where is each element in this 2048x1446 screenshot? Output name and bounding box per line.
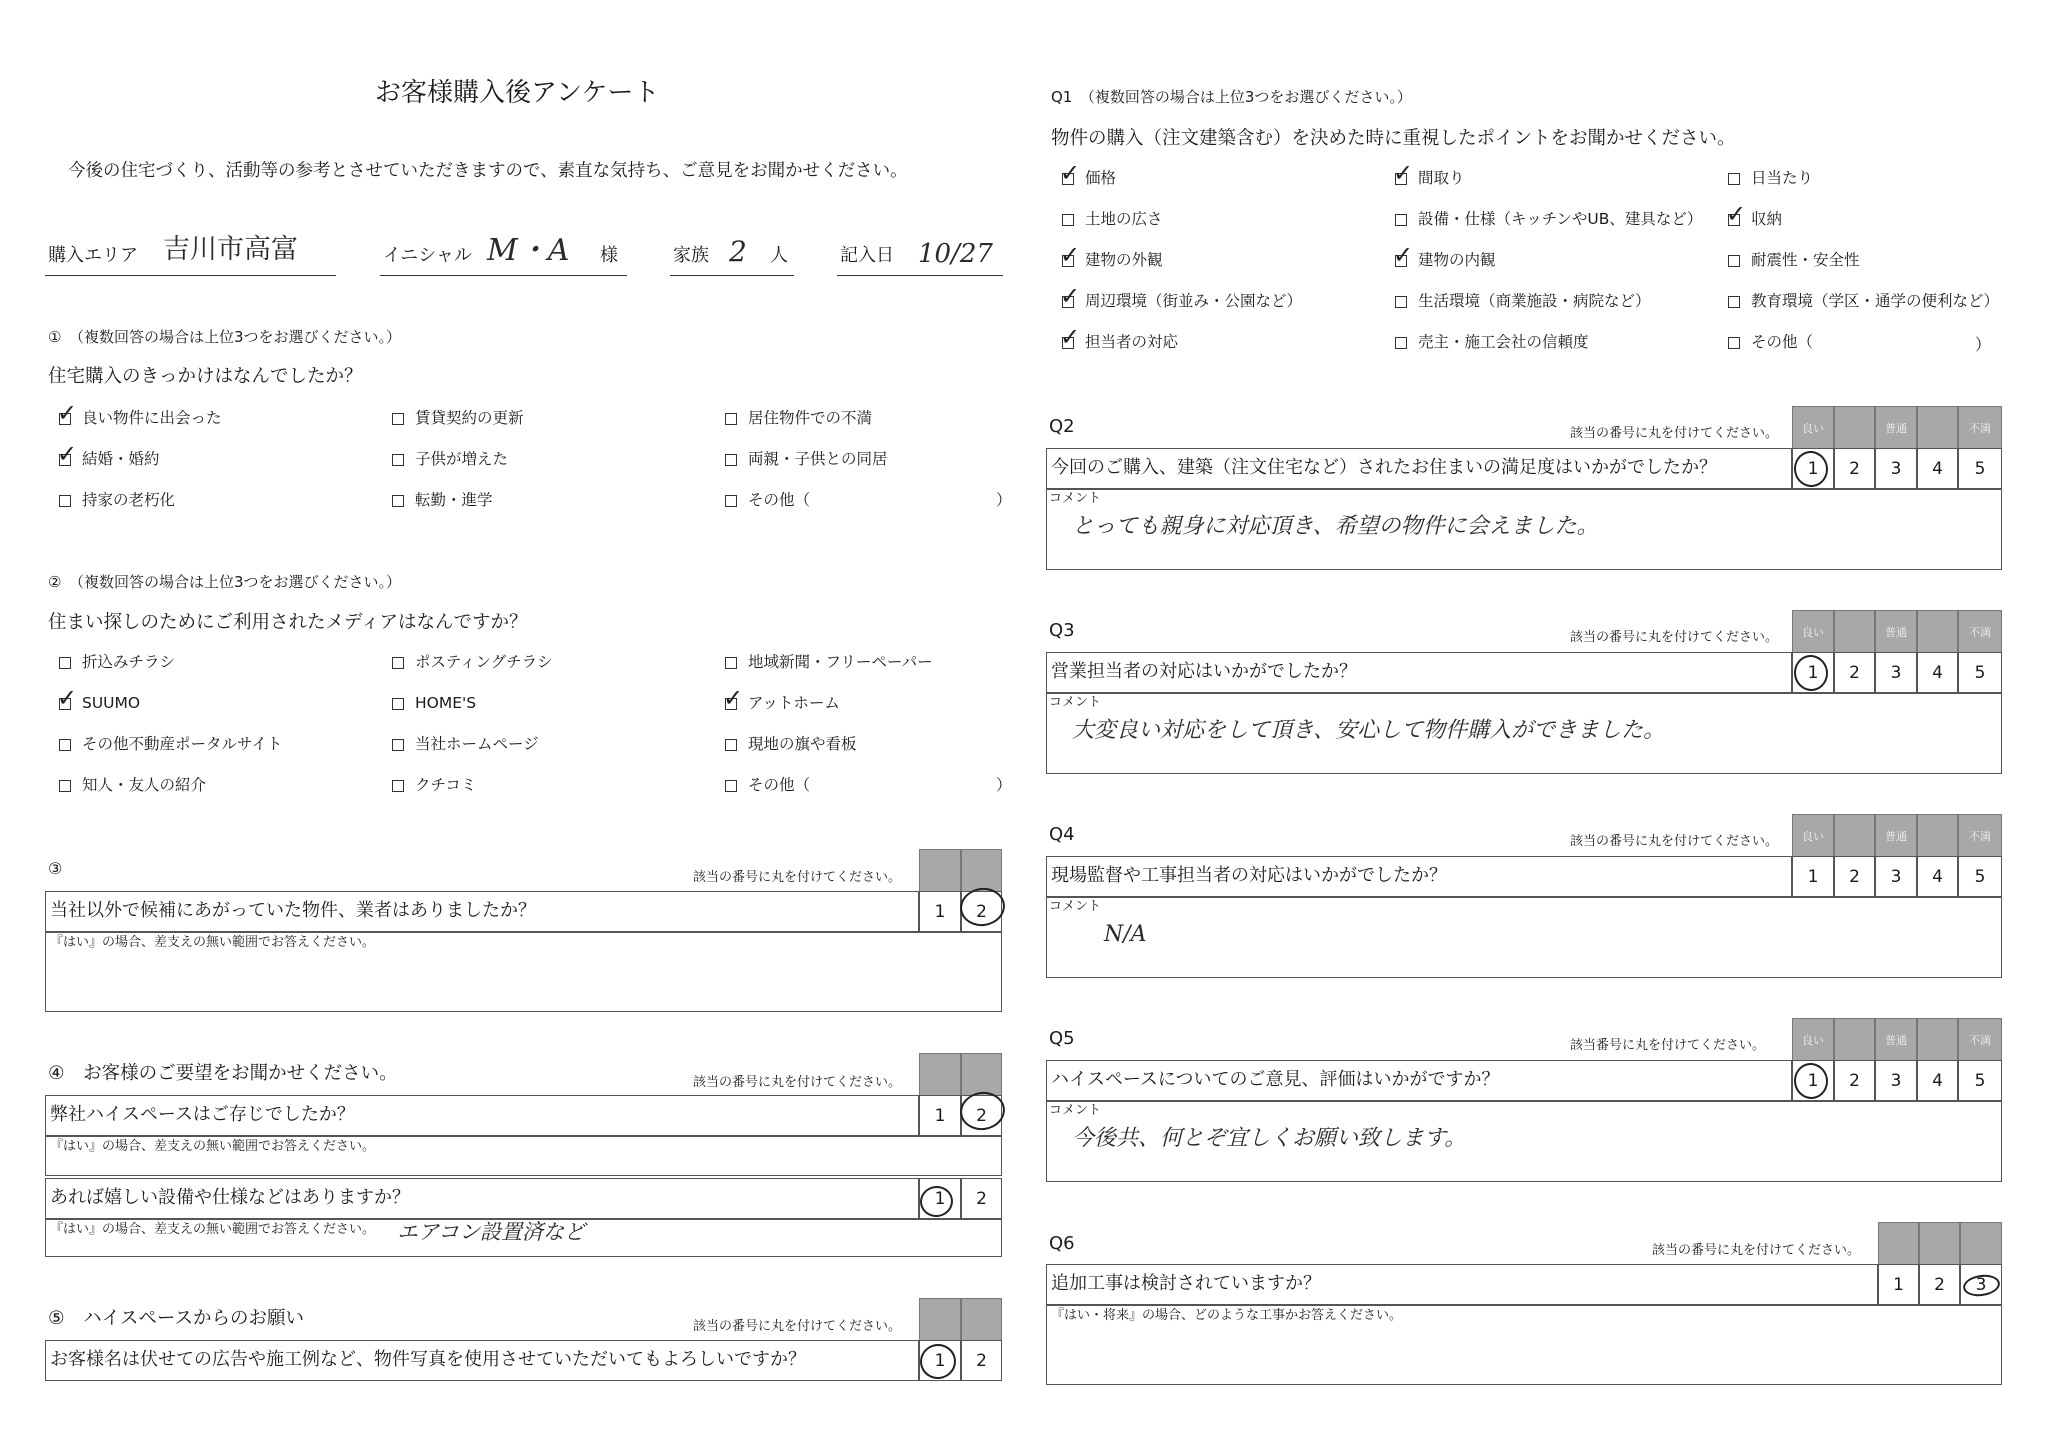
q4-comment-label: コメント [1049, 899, 1102, 914]
q3-header-3: 普通 [1875, 610, 1917, 653]
s1-option-label-7: 持家の老朽化 [82, 491, 176, 509]
s4-q1-note: 『はい』の場合、差支えの無い範囲でお答えください。 [50, 1139, 376, 1154]
q3-rating-3[interactable]: 3 [1875, 652, 1917, 693]
q1-checkmark-2: ✓ [1393, 159, 1414, 187]
s4-q1: 弊社ハイスペースはご存じでしたか？ [50, 1104, 355, 1125]
q6-instruction: 該当の番号に丸を付けてください。 [1652, 1243, 1861, 1258]
q5-rating-3[interactable]: 3 [1875, 1060, 1917, 1101]
q1-checkmark-6: ✓ [1726, 200, 1747, 228]
initial-value[interactable]: M・A [487, 233, 570, 268]
s2-checkbox-2[interactable] [392, 657, 404, 669]
q1-checkbox-9[interactable] [1728, 255, 1740, 267]
area-label: 購入エリア [48, 245, 138, 266]
q5-instruction: 該当番号に丸を付けてください。 [1570, 1038, 1766, 1053]
q4-header-3: 普通 [1875, 814, 1917, 857]
s2-option-label-9: 現地の旗や看板 [748, 735, 857, 753]
q5-comment-text: 今後共、何とぞ宜しくお願い致します。 [1072, 1126, 1467, 1151]
q1-option-label-12: 教育環境（学区・通学の便利など） [1751, 292, 2000, 310]
q1-checkbox-11[interactable] [1395, 296, 1407, 308]
s2-checkmark-6: ✓ [723, 684, 744, 712]
s2-checkbox-3[interactable] [725, 657, 737, 669]
s5-header-yes [919, 1298, 961, 1341]
q1-checkbox-15[interactable] [1728, 337, 1740, 349]
q4-comment-box[interactable] [1046, 897, 2002, 978]
s1-question: 住宅購入のきっかけはなんでしたか？ [48, 366, 363, 387]
s2-checkmark-4: ✓ [57, 684, 78, 712]
q1-option-label-7: 建物の外観 [1085, 251, 1163, 269]
q1-checkmark-13: ✓ [1060, 323, 1081, 351]
q1-checkmark-8: ✓ [1393, 241, 1414, 269]
q1-checkmark-7: ✓ [1060, 241, 1081, 269]
q2-header-4 [1917, 406, 1958, 449]
s2-option-label-8: 当社ホームページ [415, 735, 539, 753]
q1-option-label-6: 収納 [1751, 210, 1783, 228]
s4-header-no [961, 1053, 1002, 1096]
s3-choice-2[interactable]: 2 [961, 891, 1002, 932]
q2-comment-label: コメント [1049, 491, 1102, 506]
s1-checkbox-2[interactable] [392, 413, 404, 425]
q2-header-5: 不満 [1958, 406, 2002, 449]
s2-checkbox-7[interactable] [59, 739, 71, 751]
q6-choice-1[interactable]: 1 [1878, 1264, 1919, 1305]
s2-question: 住まい探しのためにご利用されたメディアはなんですか？ [48, 612, 528, 633]
survey-intro: 今後の住宅づくり、活動等の参考とさせていただきますので、素直な気持ち、ご意見をお聞かせください。 [68, 161, 908, 181]
q3-comment-text: 大変良い対応をして頂き、安心して物件購入ができました。 [1072, 718, 1666, 743]
q3-rating-1[interactable]: 1 [1792, 652, 1834, 693]
s3-choice-1[interactable]: 1 [919, 891, 961, 932]
q5-header-3: 普通 [1875, 1018, 1917, 1061]
q4-rating-5[interactable]: 5 [1958, 856, 2002, 897]
s1-checkmark-4: ✓ [57, 440, 78, 468]
survey-title: お客様購入後アンケート [375, 78, 660, 108]
s2-option-label-1: 折込みチラシ [82, 653, 176, 671]
family-label: 家族 [673, 245, 709, 266]
s1-option-label-5: 子供が増えた [415, 450, 509, 468]
family-value[interactable]: 2 [729, 235, 747, 268]
q1-option-label-13: 担当者の対応 [1085, 333, 1179, 351]
s1-option-label-9: その他（ ） [748, 491, 1012, 509]
s5-header-no [961, 1298, 1002, 1341]
q2-rating-2[interactable]: 2 [1834, 448, 1875, 489]
s1-checkbox-8[interactable] [392, 495, 404, 507]
q1-question: 物件の購入（注文建築含む）を決めた時に重視したポイントをお聞かせください。 [1051, 128, 1736, 149]
q3-header-5: 不満 [1958, 610, 2002, 653]
q2-instruction: 該当の番号に丸を付けてください。 [1570, 426, 1779, 441]
s3-header-yes [919, 849, 961, 892]
q1-option-label-2: 間取り [1418, 169, 1465, 187]
q1-head: Q1 （複数回答の場合は上位3つをお選びください。） [1051, 88, 1412, 106]
q1-checkbox-5[interactable] [1395, 214, 1407, 226]
q1-checkbox-12[interactable] [1728, 296, 1740, 308]
q2-comment-text: とっても親身に対応頂き、希望の物件に会えました。 [1072, 514, 1599, 539]
q6-choice-2[interactable]: 2 [1919, 1264, 1960, 1305]
q6-note: 『はい・将来』の場合、どのような工事かお答えください。 [1051, 1308, 1403, 1323]
q2-rating-3[interactable]: 3 [1875, 448, 1917, 489]
s4-q1-choice-1[interactable]: 1 [919, 1095, 961, 1136]
s1-checkbox-7[interactable] [59, 495, 71, 507]
s4-q1-choice-2[interactable]: 2 [961, 1095, 1002, 1136]
s1-option-label-3: 居住物件での不満 [748, 409, 873, 427]
q3-question: 営業担当者の対応はいかがでしたか？ [1051, 661, 1357, 682]
s1-checkmark-1: ✓ [57, 399, 78, 427]
q1-option-label-4: 土地の広さ [1085, 210, 1163, 228]
q5-number: Q5 [1049, 1028, 1075, 1049]
q1-option-label-15: その他（ [1751, 333, 1814, 351]
q3-header-1: 良い [1792, 610, 1834, 653]
s3-instruction: 該当の番号に丸を付けてください。 [693, 870, 902, 885]
date-value[interactable]: 10/27 [918, 239, 993, 269]
q6-number: Q6 [1049, 1233, 1075, 1254]
q4-header-2 [1834, 814, 1875, 857]
q2-number: Q2 [1049, 416, 1075, 437]
q2-header-1: 良い [1792, 406, 1834, 449]
q3-rating-4[interactable]: 4 [1917, 652, 1958, 693]
q2-question: 今回のご購入、建築（注文住宅など）されたお住まいの満足度はいかがでしたか？ [1051, 457, 1717, 478]
q2-header-2 [1834, 406, 1875, 449]
initial-suffix: 様 [600, 245, 618, 266]
q4-comment-text: N/A [1104, 922, 1147, 947]
q1-checkmark-10: ✓ [1060, 282, 1081, 310]
s2-option-label-10: 知人・友人の紹介 [82, 776, 207, 794]
q1-option-label-11: 生活環境（商業施設・病院など） [1418, 292, 1651, 310]
s5-choice-2[interactable]: 2 [961, 1340, 1002, 1381]
q5-rating-5[interactable]: 5 [1958, 1060, 2002, 1101]
s2-option-label-6: アットホーム [748, 694, 840, 712]
s1-checkbox-9[interactable] [725, 495, 737, 507]
s3-number: ③ [48, 859, 63, 878]
s2-option-label-3: 地域新聞・フリーペーパー [748, 653, 933, 671]
q4-number: Q4 [1049, 824, 1075, 845]
q5-rating-1[interactable]: 1 [1792, 1060, 1834, 1101]
q6-header-2 [1919, 1222, 1960, 1265]
q6-header-1 [1878, 1222, 1919, 1265]
q2-rating-4[interactable]: 4 [1917, 448, 1958, 489]
s1-option-label-1: 良い物件に出会った [82, 409, 222, 427]
q2-rating-1[interactable]: 1 [1792, 448, 1834, 489]
q5-header-5: 不満 [1958, 1018, 2002, 1061]
q1-option-label-8: 建物の内観 [1418, 251, 1496, 269]
q4-instruction: 該当の番号に丸を付けてください。 [1570, 834, 1779, 849]
q1-option-label-1: 価格 [1085, 169, 1117, 187]
s2-option-label-5: HOME'S [415, 694, 477, 712]
q2-rating-5[interactable]: 5 [1958, 448, 2002, 489]
q5-comment-label: コメント [1049, 1103, 1102, 1118]
q3-header-4 [1917, 610, 1958, 653]
initial-underline [380, 275, 627, 276]
s1-checkbox-3[interactable] [725, 413, 737, 425]
s4-q2-answer[interactable]: エアコン設置済など [397, 1220, 585, 1244]
q4-header-5: 不満 [1958, 814, 2002, 857]
s1-option-label-6: 両親・子供との同居 [748, 450, 888, 468]
s1-option-label-8: 転勤・進学 [415, 491, 493, 509]
q4-rating-3[interactable]: 3 [1875, 856, 1917, 897]
q5-header-4 [1917, 1018, 1958, 1061]
s4-q2: あれば嬉しい設備や仕様などはありますか？ [50, 1187, 410, 1208]
s4-q2-choice-2[interactable]: 2 [961, 1178, 1002, 1219]
q6-header-3 [1960, 1222, 2002, 1265]
q3-rating-2[interactable]: 2 [1834, 652, 1875, 693]
s1-head: ① （複数回答の場合は上位3つをお選びください。） [48, 328, 401, 346]
q2-header-3: 普通 [1875, 406, 1917, 449]
q4-question: 現場監督や工事担当者の対応はいかがでしたか？ [1051, 865, 1447, 886]
q1-checkmark-1: ✓ [1060, 159, 1081, 187]
q1-other-close: ） [1975, 335, 1992, 354]
q5-header-2 [1834, 1018, 1875, 1061]
s4-instruction: 該当の番号に丸を付けてください。 [693, 1075, 902, 1090]
s3-note: 『はい』の場合、差支えの無い範囲でお答えください。 [50, 935, 376, 950]
s5-instruction: 該当の番号に丸を付けてください。 [693, 1319, 902, 1334]
q1-option-label-14: 売主・施工会社の信頼度 [1418, 333, 1589, 351]
q3-rating-5[interactable]: 5 [1958, 652, 2002, 693]
q6-choice-3[interactable]: 3 [1960, 1264, 2002, 1305]
area-underline [45, 275, 336, 276]
q1-option-label-9: 耐震性・安全性 [1751, 251, 1860, 269]
area-value: 吉川市高富 [163, 234, 298, 265]
q4-rating-2[interactable]: 2 [1834, 856, 1875, 897]
s2-checkbox-12[interactable] [725, 780, 737, 792]
q1-option-label-3: 日当たり [1751, 169, 1814, 187]
s2-checkbox-8[interactable] [392, 739, 404, 751]
q5-question: ハイスペースについてのご意見、評価はいかがですか？ [1051, 1069, 1500, 1090]
s2-checkbox-9[interactable] [725, 739, 737, 751]
family-suffix: 人 [770, 245, 788, 266]
q1-checkbox-4[interactable] [1062, 214, 1074, 226]
s4-head: ④ お客様のご要望をお聞かせください。 [48, 1063, 398, 1084]
s2-head: ② （複数回答の場合は上位3つをお選びください。） [48, 573, 401, 591]
s3-question: 当社以外で候補にあがっていた物件、業者はありましたか？ [50, 900, 536, 921]
s1-option-label-4: 結婚・婚約 [82, 450, 160, 468]
s2-checkbox-5[interactable] [392, 698, 404, 710]
s4-q2-note: 『はい』の場合、差支えの無い範囲でお答えください。 [50, 1222, 376, 1237]
s5-question: お客様名は伏せての広告や施工例など、物件写真を使用させていただいてもよろしいですか？ [50, 1349, 806, 1370]
q1-option-label-5: 設備・仕様（キッチンやUB、建具など） [1418, 210, 1703, 228]
q5-rating-2[interactable]: 2 [1834, 1060, 1875, 1101]
q5-header-1: 良い [1792, 1018, 1834, 1061]
s5-choice-1[interactable]: 1 [919, 1340, 961, 1381]
q4-rating-4[interactable]: 4 [1917, 856, 1958, 897]
q1-checkbox-3[interactable] [1728, 173, 1740, 185]
s2-option-label-11: クチコミ [415, 776, 477, 794]
q3-header-2 [1834, 610, 1875, 653]
q3-comment-label: コメント [1049, 695, 1102, 710]
date-underline [837, 275, 1003, 276]
q6-question: 追加工事は検討されていますか？ [1051, 1273, 1321, 1294]
q5-rating-4[interactable]: 4 [1917, 1060, 1958, 1101]
s1-checkbox-5[interactable] [392, 454, 404, 466]
date-label: 記入日 [840, 245, 894, 266]
s1-option-label-2: 賃貸契約の更新 [415, 409, 524, 427]
s4-q2-choice-1[interactable]: 1 [919, 1178, 961, 1219]
s4-header-yes [919, 1053, 961, 1096]
q4-header-1: 良い [1792, 814, 1834, 857]
q3-number: Q3 [1049, 620, 1075, 641]
q3-instruction: 該当の番号に丸を付けてください。 [1570, 630, 1779, 645]
s2-option-label-4: SUUMO [82, 694, 141, 712]
s2-option-label-7: その他不動産ポータルサイト [82, 735, 283, 753]
s2-checkbox-11[interactable] [392, 780, 404, 792]
s2-checkbox-1[interactable] [59, 657, 71, 669]
initial-label: イニシャル [383, 245, 472, 266]
s2-checkbox-10[interactable] [59, 780, 71, 792]
s3-header-no [961, 849, 1002, 892]
s2-option-label-2: ポスティングチラシ [415, 653, 553, 671]
s2-option-label-12: その他（ ） [748, 776, 1012, 794]
q1-option-label-10: 周辺環境（街並み・公園など） [1085, 292, 1303, 310]
q1-checkbox-14[interactable] [1395, 337, 1407, 349]
s1-checkbox-6[interactable] [725, 454, 737, 466]
family-underline [670, 275, 794, 276]
q4-header-4 [1917, 814, 1958, 857]
s5-head: ⑤ ハイスペースからのお願い [48, 1308, 304, 1329]
q4-rating-1[interactable]: 1 [1792, 856, 1834, 897]
